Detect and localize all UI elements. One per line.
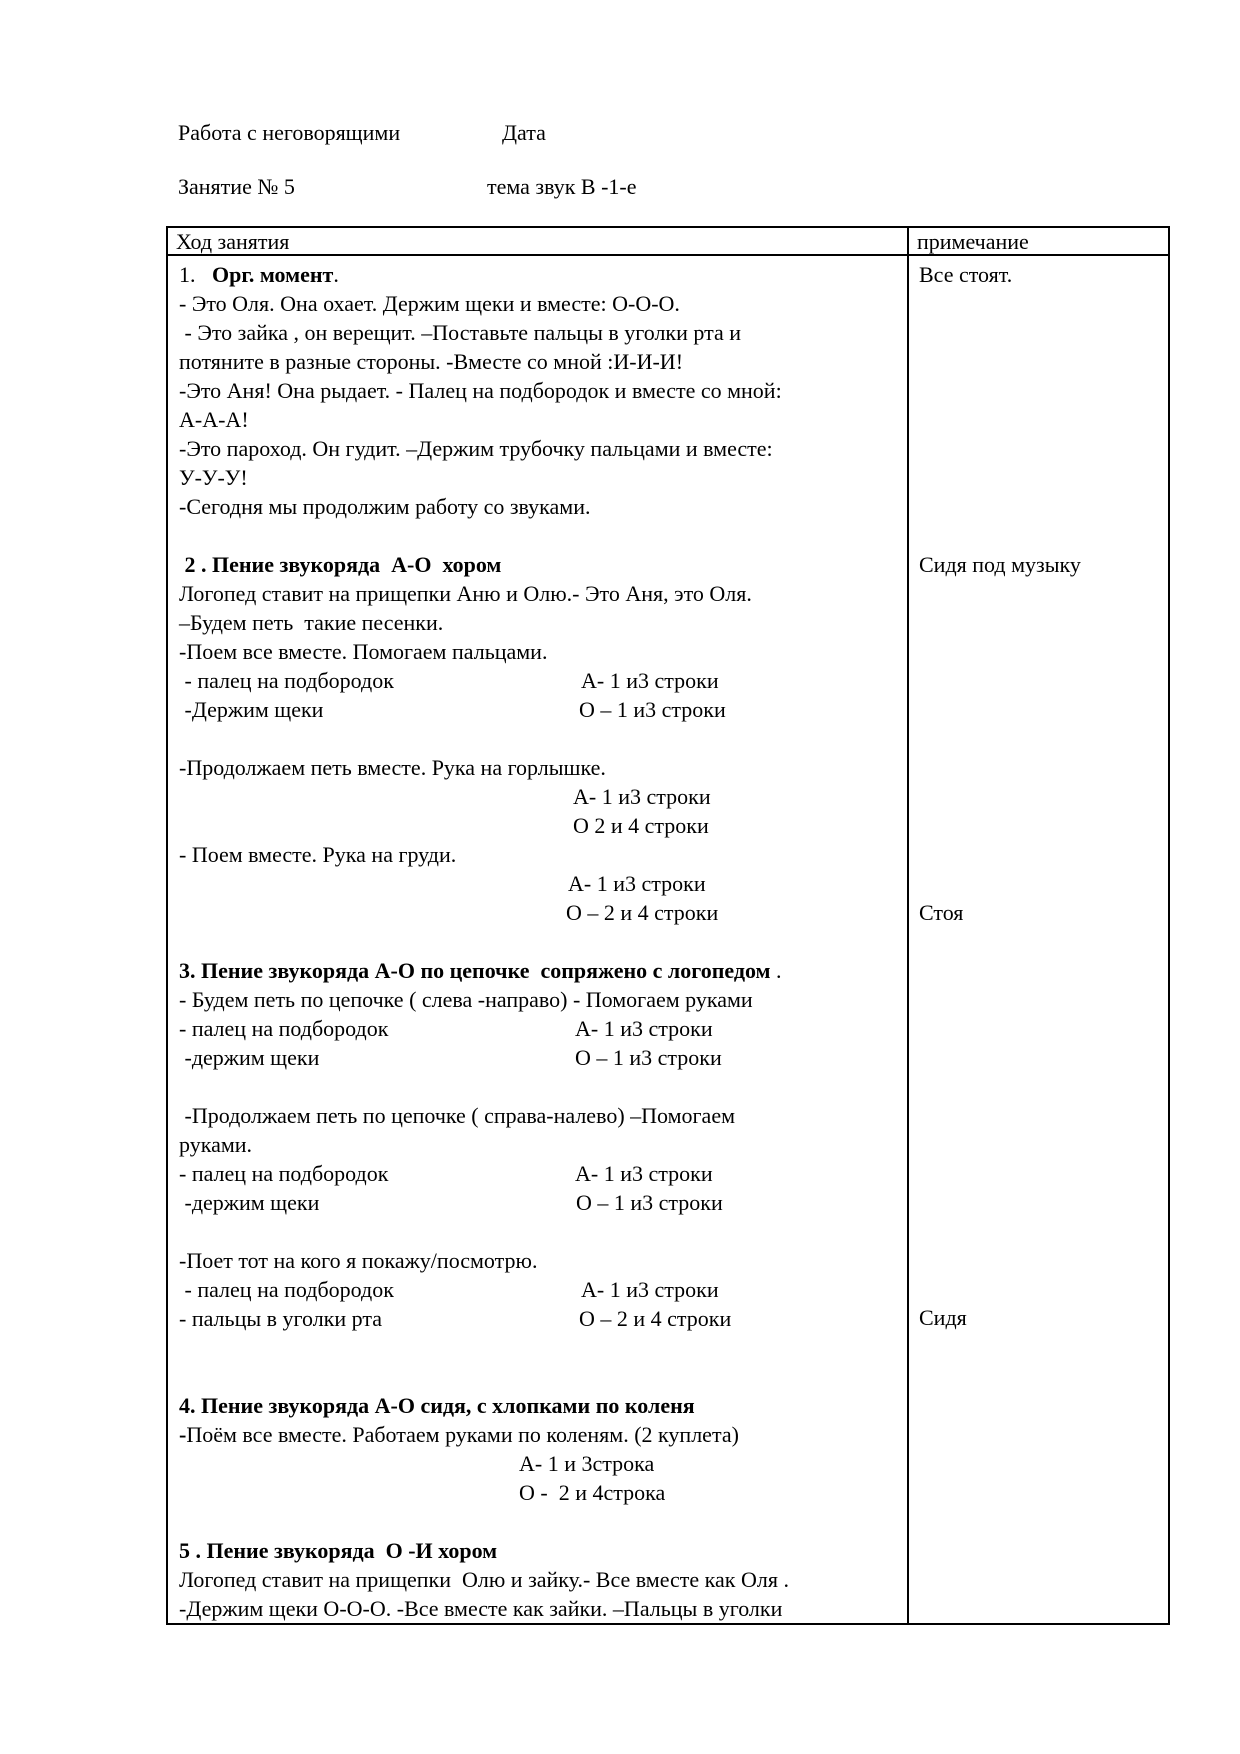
- section-5-title: 5 . Пение звукоряда О -И хором: [179, 1538, 498, 1563]
- table-body-row: [167, 255, 1169, 1624]
- text-line: потяните в разные стороны. -Вместе со мной :И-И-И!: [179, 349, 684, 374]
- note-text: Все стоят.: [919, 262, 1013, 287]
- exercise-line: -Держим щеки О – 1 и3 строки: [179, 697, 726, 722]
- text-line: -Поём все вместе. Работаем руками по коленям. (2 куплета): [179, 1422, 739, 1447]
- notes-cell: [908, 255, 1169, 1624]
- exercise-line: О - 2 и 4строка: [519, 1480, 666, 1505]
- exercise-line: А- 1 и3 строки: [573, 784, 711, 809]
- note-text: Стоя: [919, 900, 964, 925]
- exercise-line: А- 1 и 3строка: [519, 1451, 655, 1476]
- text-line: -Поет тот на кого я покажу/посмотрю.: [179, 1248, 538, 1273]
- text-line: - Это Оля. Она охает. Держим щеки и вместе: О-О-О.: [179, 291, 680, 316]
- text-line: Логопед ставит на прищепки Аню и Олю.- Это Аня, это Оля.: [179, 581, 752, 606]
- exercise-line: - палец на подбородок А- 1 и3 строки: [179, 1277, 719, 1302]
- note-text: Сидя: [919, 1305, 967, 1330]
- lesson-progress-cell: [167, 255, 908, 1624]
- text-line: -Продолжаем петь вместе. Рука на горлышке.: [179, 755, 606, 780]
- section-3-title: 3. Пение звукоряда А-О по цепочке сопряжено с логопедом .: [179, 958, 782, 983]
- text-line: -Поем все вместе. Помогаем пальцами.: [179, 639, 548, 664]
- exercise-line: О – 2 и 4 строки: [566, 900, 719, 925]
- doc-title: Работа с неговорящими: [178, 120, 401, 145]
- exercise-line: -держим щеки О – 1 и3 строки: [179, 1190, 723, 1215]
- text-line: - Это зайка , он верещит. –Поставьте пальцы в уголки рта и: [179, 320, 742, 345]
- text-line: -Держим щеки О-О-О. -Все вместе как зайки. –Пальцы в уголки: [179, 1596, 783, 1621]
- exercise-line: - пальцы в уголки рта О – 2 и 4 строки: [179, 1306, 732, 1331]
- section-2-title: 2 . Пение звукоряда А-О хором: [179, 552, 502, 577]
- lesson-plan-table: [166, 226, 1170, 1625]
- text-line: -Сегодня мы продолжим работу со звуками.: [179, 494, 591, 519]
- text-line: руками.: [179, 1132, 253, 1157]
- col-header-progress: Ход занятия: [167, 227, 908, 255]
- text-line: –Будем петь такие песенки.: [179, 610, 444, 635]
- exercise-line: - палец на подбородок А- 1 и3 строки: [179, 1161, 713, 1186]
- text-line: У-У-У!: [179, 465, 248, 490]
- exercise-line: - палец на подбородок А- 1 и3 строки: [179, 668, 719, 693]
- section-4-title: 4. Пение звукоряда А-О сидя, с хлопками по коленя: [179, 1393, 695, 1418]
- lesson-number: Занятие № 5: [178, 174, 295, 199]
- exercise-line: -держим щеки О – 1 и3 строки: [179, 1045, 722, 1070]
- exercise-line: А- 1 и3 строки: [568, 871, 706, 896]
- section-1-title: 1. Орг. момент.: [179, 262, 339, 287]
- exercise-line: - палец на подбородок А- 1 и3 строки: [179, 1016, 713, 1041]
- text-line: - Будем петь по цепочке ( слева -направо) - Помогаем руками: [179, 987, 753, 1012]
- text-line: -Это пароход. Он гудит. –Держим трубочку пальцами и вместе:: [179, 436, 773, 461]
- text-line: -Это Аня! Она рыдает. - Палец на подбородок и вместе со мной:: [179, 378, 782, 403]
- text-line: Логопед ставит на прищепки Олю и зайку.- Все вместе как Оля .: [179, 1567, 789, 1592]
- lesson-topic: тема звук В -1-е: [487, 174, 637, 199]
- date-label: Дата: [502, 120, 546, 145]
- table-header-row: [167, 227, 1169, 255]
- exercise-line: О 2 и 4 строки: [573, 813, 709, 838]
- text-line: - Поем вместе. Рука на груди.: [179, 842, 457, 867]
- text-line: -Продолжаем петь по цепочке ( справа-налево) –Помогаем: [179, 1103, 736, 1128]
- col-header-notes: примечание: [908, 227, 1169, 255]
- note-text: Сидя под музыку: [919, 552, 1081, 577]
- text-line: А-А-А!: [179, 407, 249, 432]
